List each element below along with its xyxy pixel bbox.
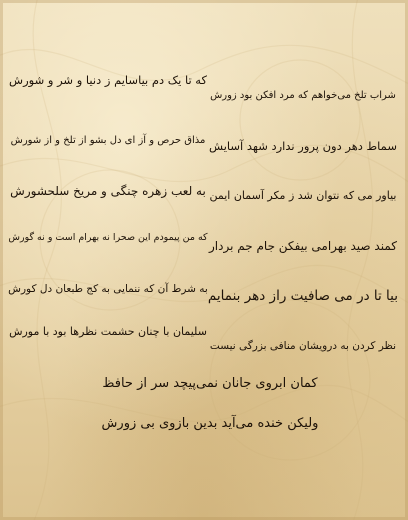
verse-3-left: به لعب زهره چنگی و مریخ سلحشورش — [10, 184, 206, 198]
verse-4-left: که من پیمودم این صحرا نه بهرام است و نه گورش — [8, 232, 208, 243]
verse-1-right: شراب تلخ می‌خواهم که مرد افکن بود زورش — [210, 90, 396, 101]
verse-3-right: بیاور می که نتوان شد ز مکر آسمان ایمن — [209, 189, 397, 202]
verse-1-left: که تا یک دم بیاسایم ز دنیا و شر و شورش — [9, 73, 207, 87]
verse-6-right: نظر کردن به درویشان منافی بزرگی نیست — [209, 340, 397, 352]
verse-5-left: به شرط آن که ننمایی به کج طبعان دل کورش — [8, 283, 208, 295]
verse-5-right: بیا تا در می صافیت راز دهر بنمایم — [207, 288, 398, 304]
verse-4-right: کمند صید بهرامی بیفکن جام جم بردار — [209, 239, 397, 253]
closing-verse-1: کمان ابروی جانان نمی‌پیچد سر از حافظ — [102, 376, 318, 391]
verse-2-left: مذاق حرص و آز ای دل بشو از تلخ و از شورش — [10, 135, 206, 146]
verse-2-right: سماط دهر دون پرور ندارد شهد آسایش — [209, 139, 397, 153]
verse-6-left: سلیمان با چنان حشمت نظرها بود با مورش — [9, 325, 207, 338]
closing-verse-2: ولیکن خنده می‌آید بدین بازوی بی زورش — [101, 416, 319, 431]
